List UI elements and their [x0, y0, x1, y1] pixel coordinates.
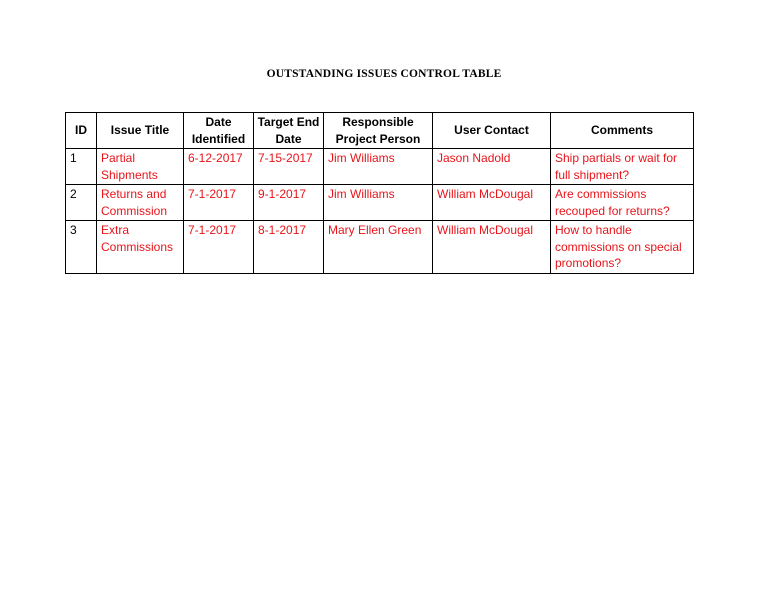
cell-issue-title: Partial Shipments — [97, 149, 184, 185]
cell-user-contact: Jason Nadold — [433, 149, 551, 185]
cell-id: 2 — [66, 185, 97, 221]
cell-date-identified: 6-12-2017 — [184, 149, 254, 185]
cell-id: 3 — [66, 221, 97, 274]
header-id: ID — [66, 113, 97, 149]
cell-responsible-person: Jim Williams — [324, 185, 433, 221]
table-row — [66, 149, 694, 185]
table-row — [66, 221, 694, 274]
cell-comments: Ship partials or wait for full shipment? — [551, 149, 694, 185]
header-target-end-date: Target End Date — [254, 113, 324, 149]
cell-responsible-person: Mary Ellen Green — [324, 221, 433, 274]
cell-target-end-date: 7-15-2017 — [254, 149, 324, 185]
table-row — [66, 185, 694, 221]
cell-date-identified: 7-1-2017 — [184, 185, 254, 221]
cell-user-contact: William McDougal — [433, 185, 551, 221]
header-date-identified: Date Identified — [184, 113, 254, 149]
table-header-row — [66, 113, 694, 149]
header-responsible-person: Responsible Project Person — [324, 113, 433, 149]
cell-target-end-date: 8-1-2017 — [254, 221, 324, 274]
cell-comments: Are commissions recouped for returns? — [551, 185, 694, 221]
cell-user-contact: William McDougal — [433, 221, 551, 274]
cell-issue-title: Returns and Commission — [97, 185, 184, 221]
issues-table — [65, 112, 694, 274]
cell-id: 1 — [66, 149, 97, 185]
header-user-contact: User Contact — [433, 113, 551, 149]
cell-comments: How to handle commissions on special promotions? — [551, 221, 694, 274]
page-title: OUTSTANDING ISSUES CONTROL TABLE — [266, 68, 502, 80]
header-comments: Comments — [551, 113, 694, 149]
cell-date-identified: 7-1-2017 — [184, 221, 254, 274]
cell-responsible-person: Jim Williams — [324, 149, 433, 185]
cell-issue-title: Extra Commissions — [97, 221, 184, 274]
cell-target-end-date: 9-1-2017 — [254, 185, 324, 221]
header-issue-title: Issue Title — [97, 113, 184, 149]
